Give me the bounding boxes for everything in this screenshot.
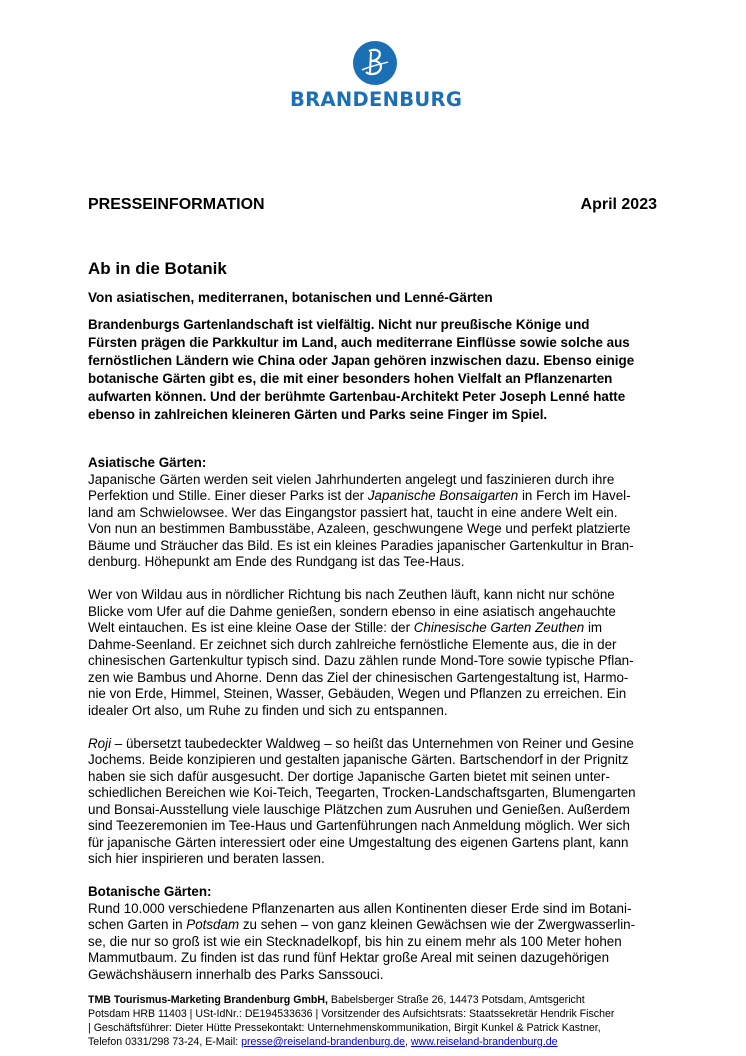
paragraph — [88, 472, 636, 571]
footer-line — [88, 1035, 614, 1049]
text-line: sind Teezeremonien im Tee-Haus und Gartenführungen nach Anmeldung möglich. Wer sich — [88, 818, 630, 833]
text-line: idealer Ort also, um Ruhe zu finden und sich zu entspannen. — [88, 702, 448, 718]
text-line: Gewächshäusern innerhalb des Parks Sanssouci. — [88, 966, 384, 982]
website-link[interactable]: www.reiseland-brandenburg.de — [410, 1036, 558, 1048]
text-line: sich hier inspirieren und beraten lassen. — [88, 851, 325, 866]
footer-line: Potsdam HRB 11403 | USt-IdNr.: DE194533636 | Vorsitzender des Aufsichtsrats: Staatssekretär Hendrik Fischer — [88, 1008, 615, 1020]
subtitle: Von asiatischen, mediterranen, botanischen und Lenné-Gärten — [88, 290, 493, 305]
text-line: aufwarten können. Und der berühmte Gartenbau-Architekt Peter Joseph Lenné hatte — [88, 389, 626, 404]
text-segment: Perfektion und Stille. Einer dieser Parks ist der — [88, 488, 368, 503]
text-line: Rund 10.000 verschiedene Pflanzenarten aus allen Kontinenten dieser Erde sind im Botani- — [88, 900, 632, 916]
header-row — [88, 196, 657, 214]
email-link[interactable]: presse@reiseland-brandenburg.de — [241, 1036, 406, 1048]
text-line — [88, 736, 636, 753]
date: April 2023 — [580, 196, 657, 213]
logo-wordmark: BRANDENBURG — [290, 88, 463, 111]
brandenburg-logo — [290, 40, 463, 111]
emphasized-name: Roji — [88, 735, 112, 751]
text-line: Von nun an bestimmen Bambusstäbe, Azaleen, geschwungene Wege und perfekt platzierte — [88, 521, 631, 536]
text-segment: im — [584, 620, 603, 635]
text-line: für japanische Gärten interessiert oder eine Umgestaltung des eigenen Gartens plant, kann — [88, 834, 629, 850]
text-line: Japanische Gärten werden seit vielen Jahrhunderten angelegt und faszinieren durch ihre — [88, 471, 615, 487]
text-segment: schen Garten in — [88, 917, 187, 932]
brandenburg-emblem-icon — [352, 40, 398, 86]
section-heading: Botanische Gärten: — [88, 884, 212, 899]
text-line: chinesischen Gartenkultur typisch sind. Dazu zählen runde Mond-Tore sowie typische Pflan- — [88, 653, 634, 668]
text-line: se, die nur so groß ist wie ein Stecknadelkopf, bis hin zu einem mehr als 100 Meter hohen — [88, 933, 622, 949]
text-line: Bäume und Sträucher das Bild. Es ist ein kleines Paradies japanischer Gartenkultur in Bran- — [88, 537, 634, 553]
text-line: Brandenburgs Gartenlandschaft ist vielfältig. Nicht nur preußische Könige und — [88, 317, 590, 332]
page-title: Ab in die Botanik — [88, 259, 227, 278]
text-line — [88, 917, 636, 934]
footer-line: | Geschäftsführer: Dieter Hütte Pressekontakt: Unternehmenskommunikation, Birgit Kunkel & Patrick Kastner, — [88, 1022, 601, 1034]
text-line: haben sie sich dafür ausgesucht. Der dortige Japanische Garten bietet mit seinen unter- — [88, 768, 610, 784]
text-line: schiedlichen Bereichen wie Koi-Teich, Teegarten, Trocken-Landschaftsgarten, Blumengarten — [88, 785, 636, 800]
company-name: TMB Tourismus-Marketing Brandenburg GmbH, — [88, 994, 328, 1006]
text-line: denburg. Höhepunkt am Ende des Rundgang ist das Tee-Haus. — [88, 554, 465, 569]
paragraph — [88, 736, 636, 868]
text-line: nie von Erde, Himmel, Steinen, Wasser, Gebäuden, Wegen und Pflanzen zu erreichen. Ein — [88, 686, 627, 701]
text-segment: Welt eintauchen. Es ist eine kleine Oase der Stille: der — [88, 620, 414, 635]
footer — [88, 993, 614, 1049]
section — [88, 455, 636, 868]
text-line: zen wie Bambus und Ahorne. Denn das Ziel der chinesischen Gartengestaltung ist, Harmo- — [88, 669, 629, 685]
emphasized-name: Chinesische Garten Zeuthen — [413, 620, 585, 635]
text-line: botanische Gärten gibt es, die mit einer besonders hohen Vielfalt an Pflanzenarten — [88, 371, 613, 386]
emphasized-name: Potsdam — [186, 917, 240, 932]
text-segment: – übersetzt taubedeckter Waldweg – so heißt das Unternehmen von Reiner und Gesine — [111, 735, 634, 751]
text-line: Fürsten prägen die Parkkultur im Land, auch mediterrane Einflüsse sowie solche aus — [88, 335, 630, 350]
section-heading: Asiatische Gärten: — [88, 455, 207, 470]
text-line — [88, 488, 636, 505]
section — [88, 884, 636, 983]
text-line: fernöstlichen Ländern wie China oder Japan gehören inzwischen dazu. Ebenso einige — [88, 353, 635, 368]
footer-phone: Telefon 0331/298 73-24, E-Mail: — [88, 1036, 242, 1048]
text-line: und Bonsai-Ausstellung viele lauschige Plätzchen zum Ausruhen und Genießen. Außerdem — [88, 801, 630, 817]
footer-address: Babelsberger Straße 26, 14473 Potsdam, Amtsgericht — [327, 994, 585, 1006]
emphasized-name: Japanische Bonsaigarten — [367, 488, 519, 503]
text-line: Wer von Wildau aus in nördlicher Richtung bis nach Zeuthen läuft, kann nicht nur schöne — [88, 587, 615, 602]
text-line: Mammutbaum. Zu finden ist das rund fünf Hektar große Areal mit seinen dazugehörigen — [88, 950, 610, 965]
footer-separator: , — [405, 1036, 411, 1048]
text-line — [88, 620, 636, 637]
paragraph — [88, 901, 636, 984]
article-body — [88, 455, 636, 1000]
paragraph — [88, 587, 636, 719]
text-segment: in Ferch im Havel- — [518, 488, 631, 503]
text-line: land am Schwielowsee. Wer das Eingangstor passiert hat, taucht in eine andere Welt ein. — [88, 504, 618, 520]
text-line: Blicke vom Ufer auf die Dahme genießen, sondern ebenso in eine asiatisch angehauchte — [88, 603, 616, 619]
press-info-label: PRESSEINFORMATION — [88, 196, 265, 213]
intro-paragraph — [88, 316, 634, 424]
text-line: Jochems. Beide konzipieren und gestalten japanische Gärten. Bartschendorf in der Prignitz — [88, 752, 629, 767]
text-segment: zu sehen – von ganz kleinen Gewächsen wie der Zwergwasserlin- — [239, 917, 636, 932]
text-line: ebenso in zahlreichen kleineren Gärten und Parks seine Finger im Spiel. — [88, 407, 548, 422]
footer-line — [88, 993, 614, 1007]
text-line: Dahme-Seenland. Er zeichnet sich durch zahlreiche fernöstliche Elemente aus, die in der — [88, 636, 617, 652]
